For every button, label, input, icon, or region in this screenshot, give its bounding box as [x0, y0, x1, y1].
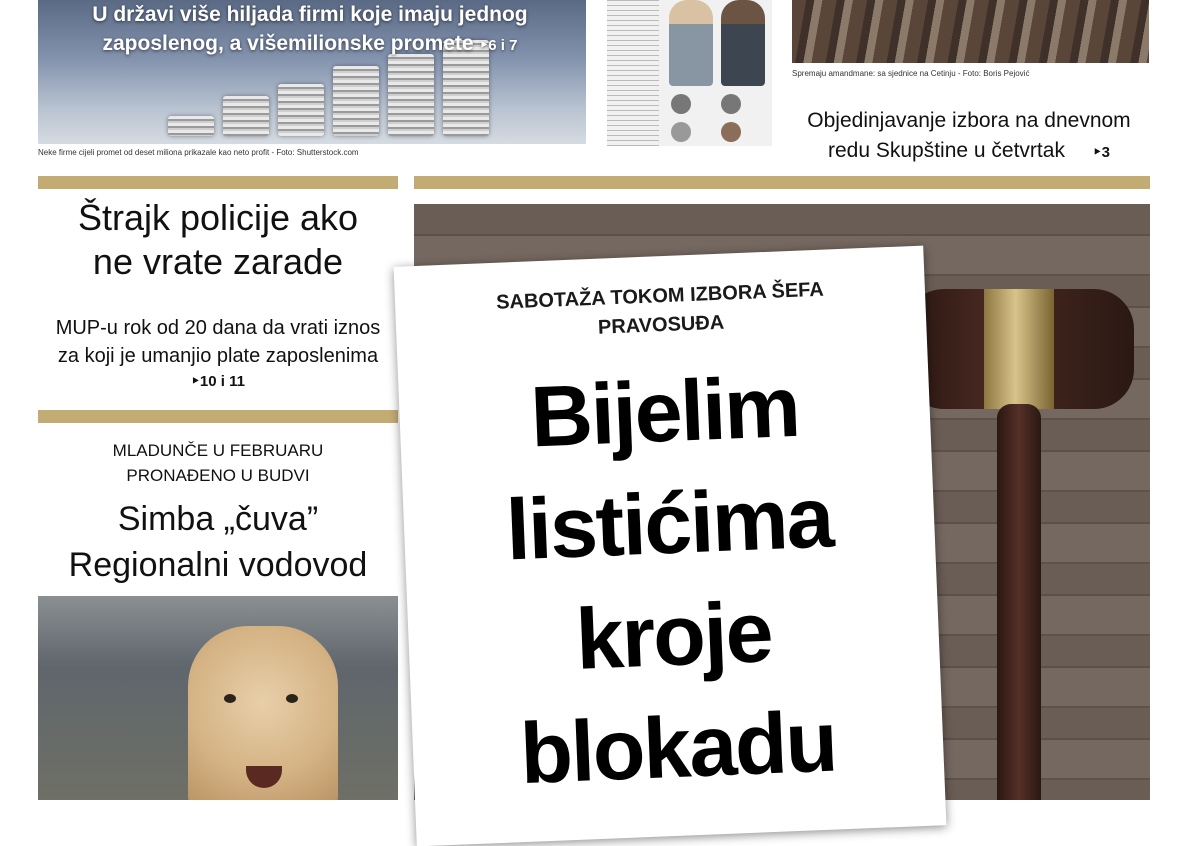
main-headline-line: Bijelim [528, 358, 801, 466]
lion-headline-line: Regionalni vodovod [68, 546, 368, 584]
main-kicker [425, 273, 897, 350]
lion-kicker-line: PRONAĐENO U BUDVI [126, 466, 310, 485]
main-headline-line: listićima [504, 469, 834, 579]
gavel-handle [997, 404, 1041, 800]
elections-page-ref: ‣3 [1092, 144, 1110, 161]
elections-headline-line: redu Skupštine u četvrtak [827, 139, 1065, 162]
main-kicker-line: PRAVOSUĐA [597, 311, 725, 339]
lion-kicker-line: MLADUNČE U FEBRUARU [112, 441, 324, 460]
cub-eye [286, 694, 298, 703]
main-headline[interactable] [418, 346, 926, 813]
firms-headline[interactable] [40, 0, 580, 60]
firms-headline-line: U državi više hiljada firmi koje imaju jednog [92, 3, 528, 26]
gavel-band [984, 289, 1054, 409]
firms-headline-line: zaposlenog, a višemilionske promete [102, 32, 474, 55]
strike-subheadline-line: za koji je umanjio plate zaposlenima [57, 345, 379, 367]
strike-subheadline-line: MUP-u rok od 20 dana da vrati iznos [55, 317, 381, 339]
strike-headline-line: ne vrate zarade [92, 241, 344, 282]
elections-headline-line: Objedinjavanje izbora na dnevnom [807, 109, 1131, 132]
parliament-photo-caption: Spremaju amandmane: sa sjednice na Cetinju - Foto: Boris Pejović [792, 69, 1030, 78]
lion-kicker [38, 438, 398, 488]
section-divider [414, 176, 1150, 189]
portrait-thumbnail [721, 94, 741, 114]
text-column-graphic [607, 0, 659, 146]
firms-page-ref: ‣6 i 7 [479, 37, 518, 54]
section-divider [38, 176, 398, 189]
coin-stack [333, 66, 379, 136]
cub-mouth [246, 766, 282, 788]
lion-headline[interactable] [38, 496, 398, 588]
strike-page-ref: ‣10 i 11 [191, 373, 245, 390]
portrait-thumbnail [671, 94, 691, 114]
main-headline-line: blokadu [518, 693, 838, 803]
main-story-card[interactable] [394, 246, 947, 846]
portrait-thumbnail [721, 122, 741, 142]
section-divider [38, 410, 398, 423]
lion-headline-line: Simba „čuva” [117, 500, 319, 538]
lion-cub-photo[interactable] [38, 596, 398, 800]
coin-stack [168, 116, 214, 136]
main-kicker-line: SABOTAŽA TOKOM IZBORA ŠEFA [495, 278, 825, 314]
person-figure [721, 0, 765, 86]
elections-headline[interactable] [792, 106, 1146, 168]
coin-stack [388, 54, 434, 136]
strike-subheadline [38, 314, 398, 370]
strike-headline[interactable] [38, 196, 398, 284]
coin-stack [223, 96, 269, 136]
strike-headline-line: Štrajk policije ako [77, 197, 359, 238]
coin-stack [278, 84, 324, 136]
parliament-photo[interactable] [792, 0, 1149, 63]
lion-cub-figure [188, 626, 338, 800]
main-headline-line: kroje [573, 584, 774, 688]
cub-eye [224, 694, 236, 703]
team-photo[interactable] [607, 0, 772, 146]
firms-photo-caption: Neke firme cijeli promet od deset miliona prikazale kao neto profit - Foto: Shutterstock.com [38, 148, 359, 157]
portrait-thumbnail [671, 122, 691, 142]
person-figure [669, 0, 713, 86]
